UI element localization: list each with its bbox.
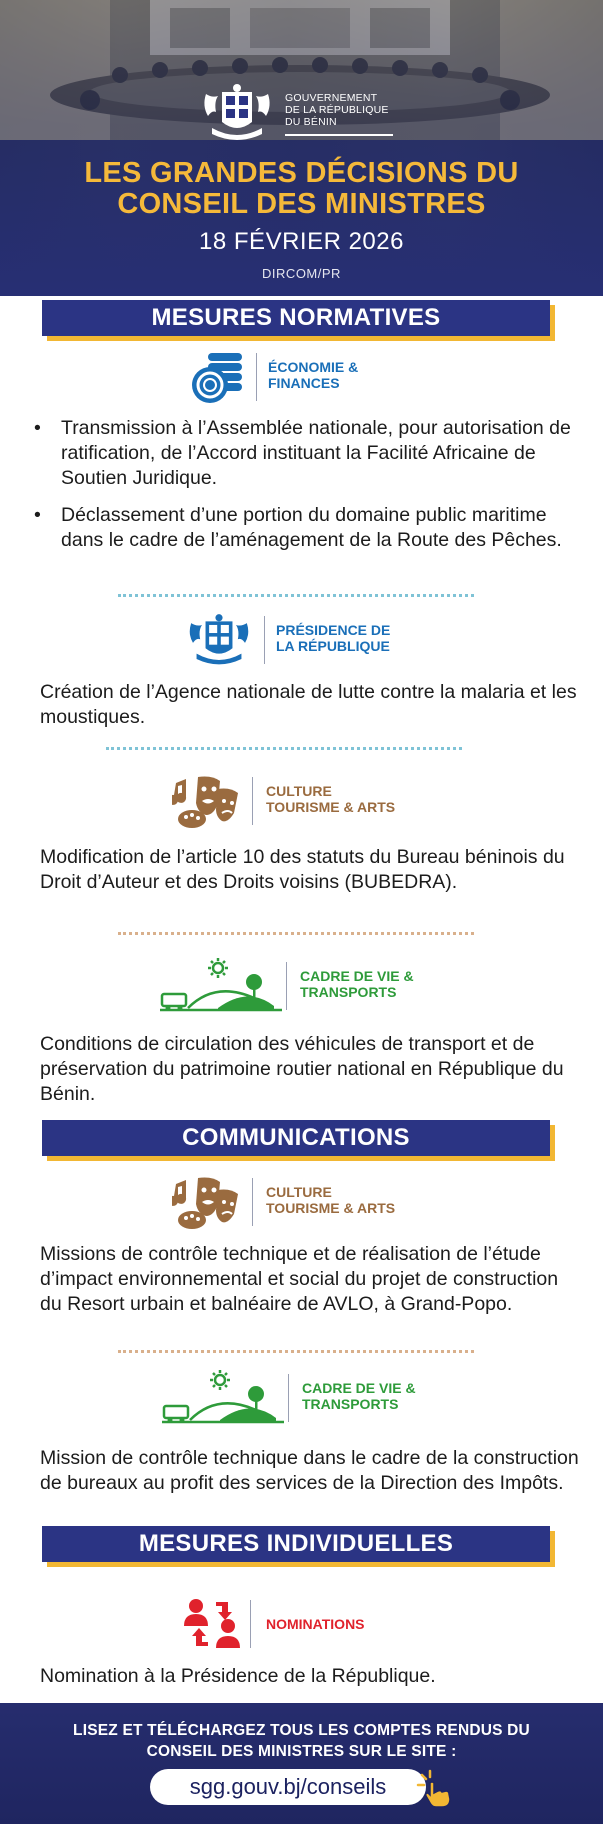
list-item-text: Transmission à l’Assemblée nationale, pour autorisation de ratification, de l’Accord instituant la Facilité Africaine de Soutien Juridique. (61, 417, 571, 489)
list-item (28, 416, 571, 492)
list-item (28, 503, 568, 579)
bullet-dot: • (34, 504, 41, 526)
category-label (302, 1380, 416, 1412)
footer (0, 1703, 603, 1824)
category-label-line-1: CADRE DE VIE & (300, 968, 414, 984)
category-label (276, 622, 390, 654)
decision-text: Mission de contrôle technique dans le cadre de la construction de bureaux au profit des services de la Direction des Impôts. (40, 1447, 579, 1494)
theatre-masks-icon (172, 773, 242, 829)
category-label-line-1: CULTURE (266, 1184, 332, 1200)
section-banner-normatives: MESURES NORMATIVES (42, 300, 550, 336)
government-label (285, 92, 415, 128)
category-label-line-2: TRANSPORTS (300, 984, 397, 1000)
theatre-masks-icon (172, 1174, 242, 1230)
footer-text (0, 1720, 603, 1762)
list-item-text: Déclassement d’une portion du domaine public maritime dans le cadre de l’aménagement de la Route des Pêches. (61, 504, 562, 551)
category-separator (252, 1178, 253, 1226)
gov-line-3: DU BÉNIN (285, 116, 337, 128)
hand-click-icon (414, 1769, 456, 1809)
category-separator (252, 777, 253, 825)
site-link[interactable]: sgg.gouv.bj/conseils (150, 1769, 426, 1805)
section-banner-individuelles: MESURES INDIVIDUELLES (42, 1526, 550, 1562)
category-economie-finances (190, 349, 440, 405)
people-exchange-icon (182, 1596, 242, 1652)
category-separator (264, 616, 265, 664)
coat-of-arms-icon (184, 612, 254, 672)
category-label-line-2: TOURISME & ARTS (266, 799, 396, 815)
category-separator (286, 962, 287, 1010)
bullet-dot: • (34, 417, 41, 439)
category-label (266, 1184, 395, 1216)
category-label-line-1: CULTURE (266, 783, 332, 799)
category-label-line-1: CADRE DE VIE & (302, 1380, 416, 1396)
category-nominations (182, 1596, 432, 1652)
decision-text: Création de l’Agence nationale de lutte contre la malaria et les moustiques. (40, 681, 577, 728)
category-separator (256, 353, 257, 401)
decision-text: Missions de contrôle technique et de réalisation de l’étude d’impact environnemental et social du projet de construction du Resort urbain et balnéaire de AVLO, à Grand-Popo. (40, 1243, 559, 1315)
coins-icon (190, 349, 246, 405)
category-label-line-2: LA RÉPUBLIQUE (276, 638, 390, 654)
dotted-divider (118, 594, 474, 597)
category-label-line-1: ÉCONOMIE & (268, 359, 359, 375)
category-presidence (184, 612, 434, 668)
category-separator (288, 1374, 289, 1422)
decision-text: Conditions de circulation des véhicules de transport et de préservation du patrimoine routier national en République du Bénin. (40, 1033, 564, 1105)
category-cadre-de-vie (160, 1370, 450, 1426)
category-label-line-2: TOURISME & ARTS (266, 1200, 396, 1216)
gov-line-1: GOUVERNEMENT (285, 92, 378, 104)
dotted-divider (118, 1350, 474, 1353)
source-credit: DIRCOM/PR (262, 266, 341, 281)
landscape-transport-icon (158, 958, 284, 1014)
category-culture (172, 1174, 422, 1230)
decision-text: Nomination à la Présidence de la République. (40, 1665, 436, 1687)
dotted-divider (118, 932, 474, 935)
category-label: NOMINATIONS (266, 1616, 365, 1632)
section-banner-communications: COMMUNICATIONS (42, 1120, 550, 1156)
title-line-1: LES GRANDES DÉCISIONS DU (84, 157, 519, 189)
category-label-line-2: FINANCES (268, 375, 340, 391)
benin-coat-of-arms-logo (198, 84, 276, 146)
category-cadre-de-vie (158, 958, 448, 1014)
category-separator (250, 1600, 251, 1648)
dotted-divider (106, 747, 462, 750)
landscape-transport-icon (160, 1370, 286, 1426)
title-line-2: CONSEIL DES MINISTRES (117, 188, 486, 220)
category-label-line-2: TRANSPORTS (302, 1396, 399, 1412)
decision-text: Modification de l’article 10 des statuts du Bureau béninois du Droit d’Auteur et des Droits voisins (BUBEDRA). (40, 846, 565, 893)
category-label-line-1: PRÉSIDENCE DE (276, 622, 391, 638)
category-label (268, 359, 358, 391)
page-title (0, 158, 603, 220)
gov-line-2: DE LA RÉPUBLIQUE (285, 104, 389, 116)
footer-line-2: CONSEIL DES MINISTRES SUR LE SITE : (146, 1743, 457, 1760)
header-banner (0, 0, 603, 296)
gov-underline (285, 134, 393, 136)
category-label (266, 783, 395, 815)
category-label (300, 968, 414, 1000)
category-culture (172, 773, 422, 829)
footer-line-1: LISEZ ET TÉLÉCHARGEZ TOUS LES COMPTES RENDUS DU (73, 1722, 530, 1739)
council-date: 18 FÉVRIER 2026 (199, 228, 404, 255)
